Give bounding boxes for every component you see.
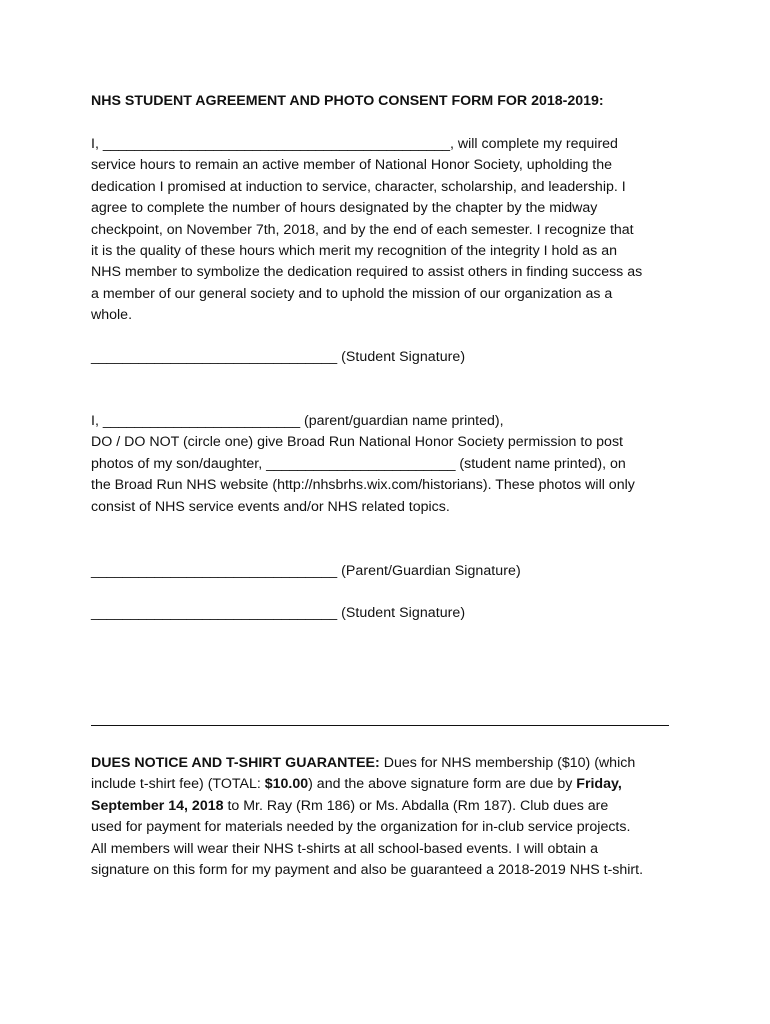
dues-line — [91, 796, 691, 817]
dues-text: ) and the above signature form are due by — [308, 776, 577, 793]
agreement-line: I, ____________________________________________, will complete my required — [91, 136, 618, 152]
agreement-line: whole. — [91, 307, 133, 324]
agreement-line: a member of our general society and to uphold the mission of our organization as a — [91, 285, 613, 302]
dues-line: used for payment for materials needed by the organization for in-club service projects. — [91, 819, 631, 836]
agreement-paragraph — [91, 134, 691, 327]
agreement-line: checkpoint, on November 7th, 2018, and by the end of each semester. I recognize that — [91, 221, 634, 238]
photo-consent-paragraph — [91, 411, 691, 518]
dues-text: Dues for NHS membership ($10) (which — [379, 755, 636, 771]
consent-line: the Broad Run NHS website (http://nhsbrhs.wix.com/historians). These photos will only — [91, 477, 635, 494]
dues-line — [91, 753, 691, 774]
due-date: September 14, 2018 — [91, 797, 224, 814]
consent-line: I, _________________________ (parent/guardian name printed), — [91, 413, 504, 429]
parent-signature-line: _______________________________ (Parent/Guardian Signature) — [91, 563, 521, 579]
form-title: NHS STUDENT AGREEMENT AND PHOTO CONSENT FORM FOR 2018-2019: — [91, 93, 604, 109]
student-signature-line-2: _______________________________ (Student Signature) — [91, 605, 466, 621]
dues-heading: DUES NOTICE AND T-SHIRT GUARANTEE: — [91, 755, 380, 771]
dues-line — [91, 774, 691, 795]
due-date: Friday, — [576, 776, 622, 793]
dues-line: All members will wear their NHS t-shirts at all school-based events. I will obtain a — [91, 840, 598, 857]
agreement-line: service hours to remain an active member of National Honor Society, upholding the — [91, 157, 613, 174]
consent-line: consist of NHS service events and/or NHS related topics. — [91, 498, 450, 515]
agreement-line: NHS member to symbolize the dedication required to assist others in finding success as — [91, 264, 643, 281]
student-signature-line: _______________________________ (Student Signature) — [91, 349, 466, 365]
agreement-line: it is the quality of these hours which merit my recognition of the integrity I hold as an — [91, 243, 617, 260]
consent-line: DO / DO NOT (circle one) give Broad Run National Honor Society permission to post — [91, 434, 623, 451]
agreement-line: dedication I promised at induction to service, character, scholarship, and leadership. I — [91, 178, 626, 195]
agreement-line: agree to complete the number of hours designated by the chapter by the midway — [91, 200, 598, 217]
section-divider — [91, 725, 669, 726]
dues-text: to Mr. Ray (Rm 186) or Ms. Abdalla (Rm 187). Club dues are — [223, 797, 609, 814]
dues-notice-paragraph — [91, 753, 691, 881]
dues-total: $10.00 — [264, 776, 309, 793]
dues-text: include t-shirt fee) (TOTAL: — [91, 776, 265, 793]
consent-line: photos of my son/daughter, ________________________ (student name printed), on — [91, 455, 626, 472]
dues-line: signature on this form for my payment and also be guaranteed a 2018-2019 NHS t-shirt. — [91, 862, 644, 879]
